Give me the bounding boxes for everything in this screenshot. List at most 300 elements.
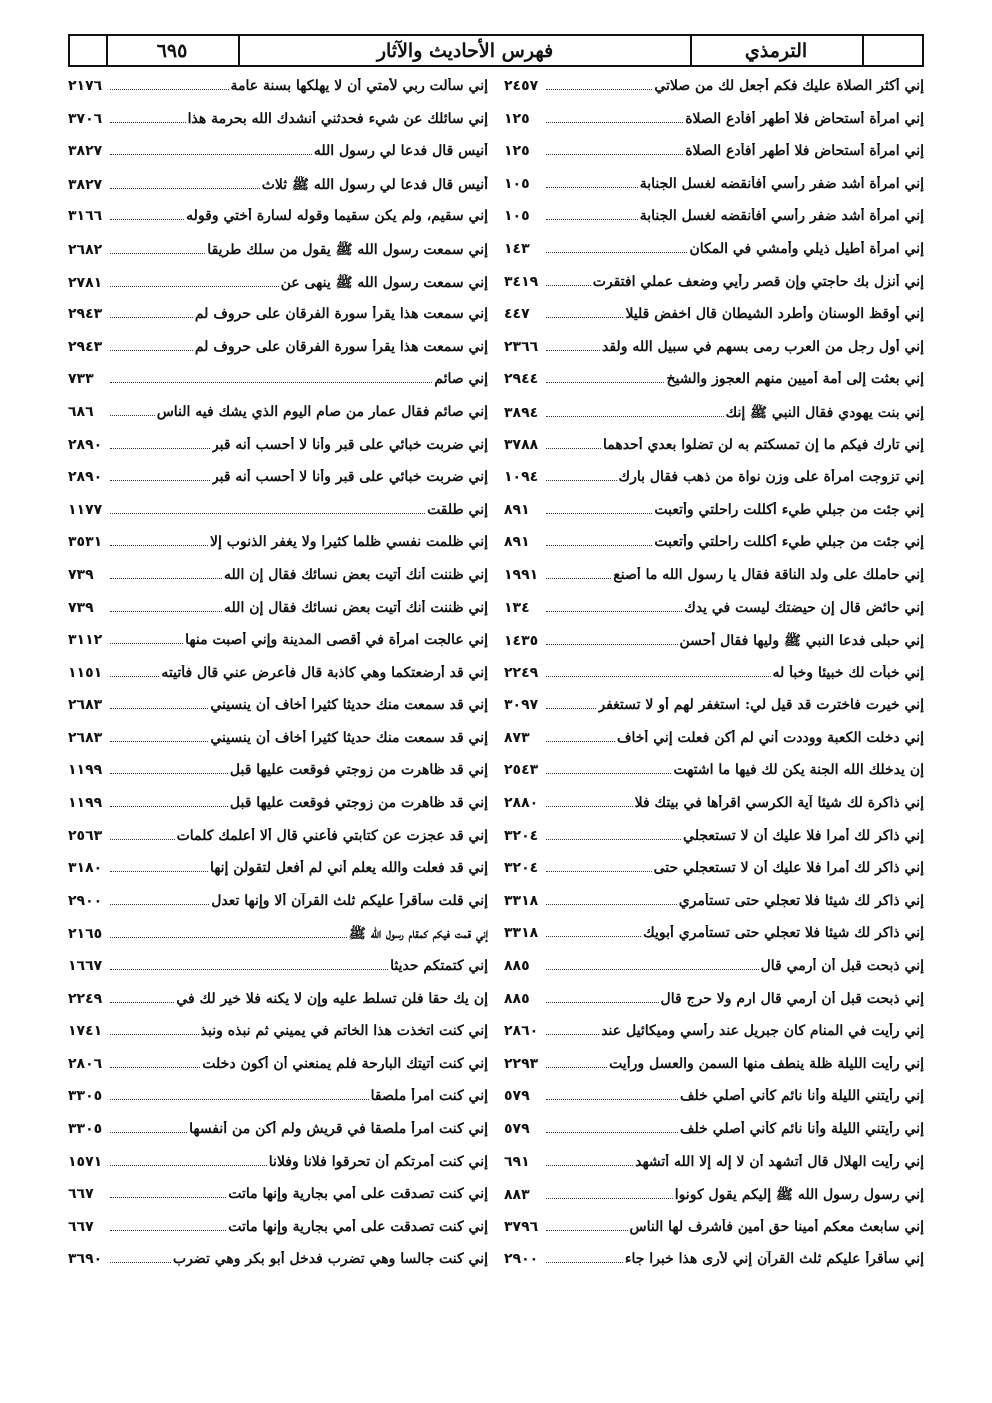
index-entry [504,241,924,274]
leader-dots [546,285,591,286]
hadith-incipit: أنيس قال فدعا لي رسول الله ﷺ ثلاث [261,176,488,193]
hadith-number: ٣٢٠٤ [504,827,539,844]
hadith-incipit: إني قد ظاهرت من زوجتي فوقعت عليها قبل [229,795,488,812]
index-entry [504,404,924,437]
hadith-number: ٢٤٥٧ [504,78,539,94]
index-entry [68,1219,488,1252]
index-entry [68,111,488,144]
hadith-incipit: إني كتمتكم حديثا [390,958,488,975]
leader-dots [546,416,724,417]
hadith-incipit: إني كنت أتيتك البارحة فلم يمنعني أن أكون دخلت [202,1055,488,1072]
hadith-incipit: إني ذبحت قبل أن أرمي قال [760,958,924,975]
leader-dots [110,611,222,612]
hadith-incipit: إني كنت امرأ ملصقا في قريش ولم أكن من أنفسها [189,1121,488,1137]
hadith-number: ١٢٥ [504,110,530,127]
hadith-incipit: أنيس قال فدعا لي رسول الله [313,143,488,160]
index-entry [68,991,488,1024]
index-entry [504,274,924,307]
index-entry [504,665,924,698]
hadith-number: ٣٢٠٤ [504,860,539,877]
leader-dots [546,904,677,905]
index-entry [68,762,488,795]
leader-dots [110,382,432,383]
leader-dots [546,513,652,514]
leader-dots [110,253,205,254]
hadith-incipit: إني امرأة أستحاض فلا أطهر أفأدع الصلاة [685,143,924,160]
hadith-number: ٨٧٣ [504,729,530,746]
hadith-incipit: إني رأيتني الليلة وأنا نائم كأني أصلي خلف [680,1088,924,1105]
index-entry [504,795,924,828]
leader-dots [110,219,184,220]
leader-dots [110,839,175,840]
index-entry [68,1121,488,1154]
leader-dots [546,676,771,677]
hadith-incipit: إني عالجت امرأة في أقصى المدينة وإني أصبت منها [185,632,488,649]
index-entry [504,1056,924,1089]
hadith-incipit: إني سقيم، ولم يكن سقيما وقوله لسارة أختي وقوله [186,208,488,225]
index-entry [504,371,924,404]
hadith-number: ٣٨٢٧ [68,176,103,193]
hadith-number: ١٠٥ [504,208,530,225]
hadith-number: ٣١٦٦ [68,208,103,225]
index-entry [68,600,488,633]
hadith-incipit: إني ذاكرة لك شيئا آية الكرسي اقرأها في بيتك فلا [634,795,924,812]
hadith-incipit: إن يدخلك الله الجنة يكن لك فيها ما اشتهت [673,762,924,779]
leader-dots [546,317,623,318]
hadith-incipit: إني رأيتني الليلة وأنا نائم كأني أصلي خلف [680,1121,924,1137]
leader-dots [546,741,615,742]
hadith-incipit: إني حائض قال إن حيضتك ليست في يدك [684,599,924,616]
leader-dots [110,676,159,677]
leader-dots [546,122,683,123]
hadith-incipit: إني قلت سأقرأ عليكم ثلث القرآن ألا وإنها تعدل [211,892,488,909]
hadith-number: ٨٨٣ [504,1187,530,1204]
hadith-number: ٢١٧٦ [68,78,103,94]
hadith-incipit: إني تارك فيكم ما إن تمسكتم به لن تضلوا بعدي أحدهما [602,436,924,453]
hadith-incipit: إن يك حقا فلن تسلط عليه وإن لا يكنه فلا خير لك في [176,990,488,1007]
hadith-number: ٢١٦٥ [68,926,103,943]
hadith-incipit: إني ذاكر لك شيئا فلا تعجلي حتى تستأمري أبويك [643,925,924,942]
hadith-incipit: إني سائلك عن شيء فحدثني أنشدك الله بحرمة هذا [187,110,488,127]
index-entry [68,241,488,274]
index-entry [504,567,924,600]
leader-dots [110,937,347,938]
hadith-incipit: إني بعثت إلى أمة أميين منهم العجوز والشيخ [666,371,924,388]
page-number: ٦٩٥ [156,39,188,62]
hadith-incipit: إني كنت أمرتكم أن تحرقوا فلانا وفلانا [268,1153,488,1170]
leader-dots [110,806,228,807]
hadith-incipit: إني جئت من جبلي طيء أكللت راحلتي وأتعبت [654,534,924,551]
hadith-number: ٥٧٩ [504,1121,530,1137]
index-entry [504,600,924,633]
hadith-incipit: إني سمعت رسول الله ﷺ يقول من سلك طريقا [207,241,488,258]
hadith-incipit: إني قد سمعت منك حديثا كثيرا أخاف أن ينسيني [210,729,488,746]
index-entry [504,697,924,730]
leader-dots [546,773,671,774]
index-entry [68,78,488,111]
leader-dots [110,773,228,774]
hadith-number: ٧٣٩ [68,566,94,583]
index-entry [68,404,488,437]
hadith-number: ١٢٥ [504,143,530,160]
hadith-incipit: إني ظننت أنك أتيت بعض نسائك فقال إن الله [224,599,488,616]
hadith-number: ٢٦٨٣ [68,729,103,746]
hadith-number: ٣٣٠٥ [68,1088,103,1105]
index-entry [68,1154,488,1187]
hadith-number: ١٣٤ [504,599,530,616]
leader-dots [546,1165,633,1166]
index-entry [504,339,924,372]
index-entry [504,78,924,111]
index-entry [68,176,488,209]
leader-dots [546,448,601,449]
hadith-number: ٣٣١٨ [504,925,539,942]
leader-dots [546,252,687,253]
leader-dots [546,480,617,481]
hadith-number: ٢٨٨٠ [504,795,539,812]
hadith-incipit: إني ذاكر لك أمرا فلا عليك أن لا تستعجلي حتى [653,860,924,877]
leader-dots [110,741,208,742]
hadith-number: ٣٠٩٧ [504,697,539,714]
hadith-number: ٢٨٩٠ [68,469,103,486]
hadith-number: ١١٩٩ [68,762,103,779]
leader-dots [546,1198,673,1199]
hadith-number: ١١٩٩ [68,795,103,812]
index-entry [68,274,488,307]
index-entry [504,1088,924,1121]
index-entry [504,762,924,795]
hadith-incipit: إني امرأة أشد ضفر رأسي أفأنقضه لغسل الجنابة [639,175,924,192]
index-entry [68,371,488,404]
leader-dots [546,350,600,351]
index-entry [68,437,488,470]
leader-dots [546,1099,678,1100]
index-columns [68,78,924,1278]
hadith-number: ١٠٩٤ [504,469,539,486]
hadith-number: ٣١٨٠ [68,860,103,877]
leader-dots [110,415,155,416]
leader-dots [546,1034,599,1035]
hadith-number: ١٠٥ [504,175,530,192]
hadith-incipit: إني طلقت [427,501,488,518]
hadith-number: ٢٩٤٣ [68,306,103,323]
index-entry [504,502,924,535]
hadith-incipit: إني ظلمت نفسي ظلما كثيرا ولا يغفر الذنوب إلا [210,534,488,551]
leader-dots [546,644,678,645]
hadith-incipit: إني رسول رسول الله ﷺ إليكم يقول كونوا [674,1187,924,1204]
hadith-incipit: إني كنت جالسا وهي تضرب فدخل أبو بكر وهي تضرب [172,1251,488,1268]
hadith-incipit: إني خبأت لك خبيئا وخبأ له [772,664,924,681]
index-entry [68,534,488,567]
hadith-number: ٢٩٤٤ [504,371,539,388]
hadith-number: ٦٨٦ [68,403,94,420]
leader-dots [110,1002,174,1003]
hadith-incipit: إني رأيت في المنام كان جبريل عند رأسي وميكائيل عند [601,1023,924,1040]
index-entry [504,437,924,470]
index-entry [68,632,488,665]
leader-dots [110,1165,267,1166]
index-entry [68,665,488,698]
leader-dots [110,188,260,189]
hadith-incipit: إني كنت تصدقت على أمي بجارية وإنها ماتت [228,1186,488,1203]
leader-dots [110,480,210,481]
leader-dots [110,871,208,872]
leader-dots [110,1230,226,1231]
leader-dots [110,89,229,90]
hadith-incipit: إني ذاكر لك أمرا فلا عليك أن لا تستعجلي [683,827,924,844]
index-entry [504,1251,924,1284]
leader-dots [546,936,641,937]
index-entry [504,1186,924,1219]
index-entry [68,1251,488,1284]
hadith-number: ٢٢٩٣ [504,1055,539,1072]
index-entry [504,991,924,1024]
index-entry [504,1154,924,1187]
header-divider [862,36,864,65]
leader-dots [110,1262,171,1263]
leader-dots [110,708,208,709]
hadith-number: ٢٩٤٣ [68,338,103,355]
hadith-incipit: إني سمعت هذا يقرأ سورة الفرقان على حروف لم [194,306,488,323]
leader-dots [110,578,222,579]
hadith-incipit: إني ذبحت قبل أن أرمي قال ارم ولا حرج قال [660,990,924,1007]
index-entry [504,306,924,339]
index-entry [68,502,488,535]
leader-dots [546,1262,623,1263]
hadith-incipit: إني جئت من جبلي طيء أكللت راحلتي وأتعبت [654,501,924,518]
hadith-incipit: إني أول رجل من العرب رمى بسهم في سبيل الله ولقد [602,338,924,355]
book-name: الترمذي [744,39,808,62]
leader-dots [546,611,682,612]
hadith-incipit: إني قد فعلت والله يعلم أني لم أفعل لتقولن إنها [209,860,488,877]
leader-dots [546,806,633,807]
hadith-incipit: إني كنت امرأ ملصقا [370,1088,488,1105]
index-entry [68,1186,488,1219]
leader-dots [110,448,210,449]
leader-dots [110,969,388,970]
left-column [68,78,488,1284]
index-entry [504,893,924,926]
index-entry [68,958,488,991]
hadith-number: ٨٨٥ [504,958,530,975]
hadith-incipit: إني ضربت خبائي على قبر وأنا لا أحسب أنه قبر [211,469,488,486]
index-entry [504,176,924,209]
index-entry [504,828,924,861]
leader-dots [546,871,652,872]
index-entry [504,730,924,763]
hadith-incipit: إني قد ظاهرت من زوجتي فوقعت عليها قبل [229,762,488,779]
leader-dots [110,545,208,546]
index-entry [504,111,924,144]
hadith-number: ٣٥٣١ [68,534,103,551]
index-entry [68,730,488,763]
hadith-incipit: إني رأيت الليلة ظلة ينطف منها السمن والعسل ورأيت [609,1055,924,1072]
index-entry [504,469,924,502]
hadith-number: ٢٩٠٠ [504,1251,539,1268]
hadith-incipit: إني ضربت خبائي على قبر وأنا لا أحسب أنه قبر [211,436,488,453]
hadith-number: ٢٥٤٣ [504,762,539,779]
leader-dots [110,1197,226,1198]
hadith-incipit: إني سابعث معكم أمينا حق أمين فأشرف لها الناس [629,1218,924,1235]
hadith-number: ٣٨٢٧ [68,143,103,160]
hadith-number: ٣٨٩٤ [504,404,539,421]
hadith-number: ٤٤٧ [504,306,530,323]
running-title: فهرس الأحاديث والآثار [376,39,554,62]
leader-dots [546,382,664,383]
hadith-number: ٦٦٧ [68,1218,94,1235]
index-entry [504,534,924,567]
hadith-incipit: إني كنت اتخذت هذا الخاتم في يميني ثم نبذه ونبذ [200,1023,488,1040]
index-entry [68,893,488,926]
index-entry [68,567,488,600]
index-entry [504,1219,924,1252]
hadith-number: ١١٧٧ [68,501,103,518]
hadith-incipit: إني قد أرضعتكما وهي كاذبة قال فأعرض عني قال فأتيته [161,664,488,681]
hadith-incipit: إني أنزل بك حاجتي وإن قصر رأيي وضعف عملي افتقرت [592,273,924,290]
hadith-number: ٣٧٨٨ [504,436,539,453]
hadith-number: ٨٩١ [504,501,530,518]
index-entry [504,958,924,991]
hadith-incipit: إني سأقرأ عليكم ثلث القرآن إني لأرى هذا خبرا جاء [624,1251,924,1268]
hadith-incipit: إني امرأة أشد ضفر رأسي أفأنقضه لغسل الجنابة [639,208,924,225]
hadith-number: ٢٧٨١ [68,274,103,291]
hadith-incipit: إني حاملك على ولد الناقة فقال يا رسول الله ما أصنع [613,566,924,583]
index-entry [68,860,488,893]
hadith-number: ٢٣٦٦ [504,338,539,355]
hadith-number: ٢٨٦٠ [504,1023,539,1040]
leader-dots [110,1099,369,1100]
index-entry [68,795,488,828]
hadith-number: ١٤٣ [504,240,530,257]
leader-dots [110,643,183,644]
leader-dots [110,1067,200,1068]
index-entry [68,1056,488,1089]
hadith-incipit: إني أوقظ الوسنان وأطرد الشيطان قال اخفض قليلا [625,306,924,323]
hadith-incipit: إني خيرت فاخترت قد قيل لي: استغفر لهم أو لا تستغفر [598,697,924,714]
hadith-incipit: إني قمت فيكم كمقام رسول الله ﷺ [348,926,488,943]
hadith-number: ٣٧٠٦ [68,110,103,127]
hadith-incipit: إني أكثر الصلاة عليك فكم أجعل لك من صلاتي [654,78,924,94]
hadith-number: ٣٤١٩ [504,273,539,290]
index-entry [68,828,488,861]
leader-dots [546,89,652,90]
hadith-number: ٦٦٧ [68,1186,94,1203]
hadith-number: ٢٩٠٠ [68,892,103,909]
leader-dots [110,350,193,351]
leader-dots [546,969,759,970]
hadith-number: ٦٩١ [504,1153,530,1170]
hadith-number: ١٩٩١ [504,566,539,583]
leader-dots [110,317,193,318]
hadith-incipit: إني صائم [434,371,488,388]
hadith-number: ٢٢٤٩ [68,990,103,1007]
leader-dots [546,545,652,546]
hadith-number: ٢٢٤٩ [504,664,539,681]
hadith-number: ٧٣٩ [68,599,94,616]
index-entry [68,208,488,241]
hadith-number: ١٥٧١ [68,1153,103,1170]
index-entry [504,925,924,958]
hadith-number: ٣٣١٨ [504,892,539,909]
hadith-incipit: إني بنت يهودي فقال النبي ﷺ إنك [725,404,924,421]
hadith-incipit: إني صائم فقال عمار من صام اليوم الذي يشك فيه الناس [156,403,488,420]
hadith-incipit: إني ظننت أنك أتيت بعض نسائك فقال إن الله [224,566,488,583]
hadith-incipit: إني كنت تصدقت على أمي بجارية وإنها ماتت [228,1218,488,1235]
index-entry [504,1121,924,1154]
hadith-incipit: إني سألت ربي لأمتي أن لا يهلكها بسنة عامة [230,78,488,94]
hadith-number: ٢٦٨٣ [68,697,103,714]
hadith-number: ٨٩١ [504,534,530,551]
hadith-number: ٢٥٦٣ [68,827,103,844]
leader-dots [546,708,596,709]
index-entry [504,1023,924,1056]
hadith-incipit: إني حبلى فدعا النبي ﷺ وليها فقال أحسن [679,633,924,650]
index-entry [504,208,924,241]
index-entry [504,143,924,176]
leader-dots [546,1132,678,1133]
hadith-incipit: إني امرأة أطيل ذيلي وأمشي في المكان [689,240,924,257]
index-entry [68,143,488,176]
index-entry [504,860,924,893]
hadith-incipit: إني امرأة أستحاض فلا أطهر أفأدع الصلاة [685,110,924,127]
index-entry [68,339,488,372]
leader-dots [546,578,611,579]
leader-dots [110,1132,187,1133]
hadith-incipit: إني سمعت رسول الله ﷺ ينهى عن [280,274,488,291]
leader-dots [110,286,279,287]
leader-dots [110,154,312,155]
hadith-number: ٣٧٩٦ [504,1218,539,1235]
hadith-incipit: إني سمعت هذا يقرأ سورة الفرقان على حروف لم [194,338,488,355]
hadith-incipit: إني قد عجزت عن كتابتي فأعني قال ألا أعلمك كلمات [176,827,488,844]
leader-dots [110,904,209,905]
leader-dots [110,1034,199,1035]
index-entry [68,1088,488,1121]
hadith-number: ٢٨٠٦ [68,1055,103,1072]
hadith-number: ١٤٣٥ [504,633,539,650]
index-entry [68,306,488,339]
index-entry [68,697,488,730]
leader-dots [546,154,683,155]
hadith-number: ٣٦٩٠ [68,1251,103,1268]
leader-dots [546,1002,659,1003]
leader-dots [546,1230,628,1231]
leader-dots [546,219,638,220]
hadith-number: ٣١١٢ [68,632,103,649]
header-divider [106,36,108,65]
hadith-number: ٣٣٠٥ [68,1121,103,1137]
hadith-number: ٨٨٥ [504,990,530,1007]
page-header [68,34,924,67]
leader-dots [546,187,638,188]
hadith-number: ٧٣٣ [68,371,94,388]
index-entry [504,632,924,665]
right-column [504,78,924,1284]
hadith-incipit: إني رأيت الهلال قال أتشهد أن لا إله إلا الله أتشهد [635,1153,924,1170]
hadith-incipit: إني تزوجت امرأة على وزن نواة من ذهب فقال بارك [618,469,924,486]
hadith-number: ٢٦٨٢ [68,241,103,258]
hadith-incipit: إني ذاكر لك شيئا فلا تعجلي حتى تستأمري [678,892,924,909]
index-entry [68,469,488,502]
leader-dots [110,513,425,514]
leader-dots [110,122,186,123]
hadith-number: ١٦٦٧ [68,958,103,975]
hadith-incipit: إني دخلت الكعبة ووددت أني لم أكن فعلت إني أخاف [617,729,924,746]
hadith-incipit: إني قد سمعت منك حديثا كثيرا أخاف أن ينسيني [210,697,488,714]
hadith-number: ١١٥١ [68,664,103,681]
leader-dots [546,839,681,840]
index-entry [68,1023,488,1056]
